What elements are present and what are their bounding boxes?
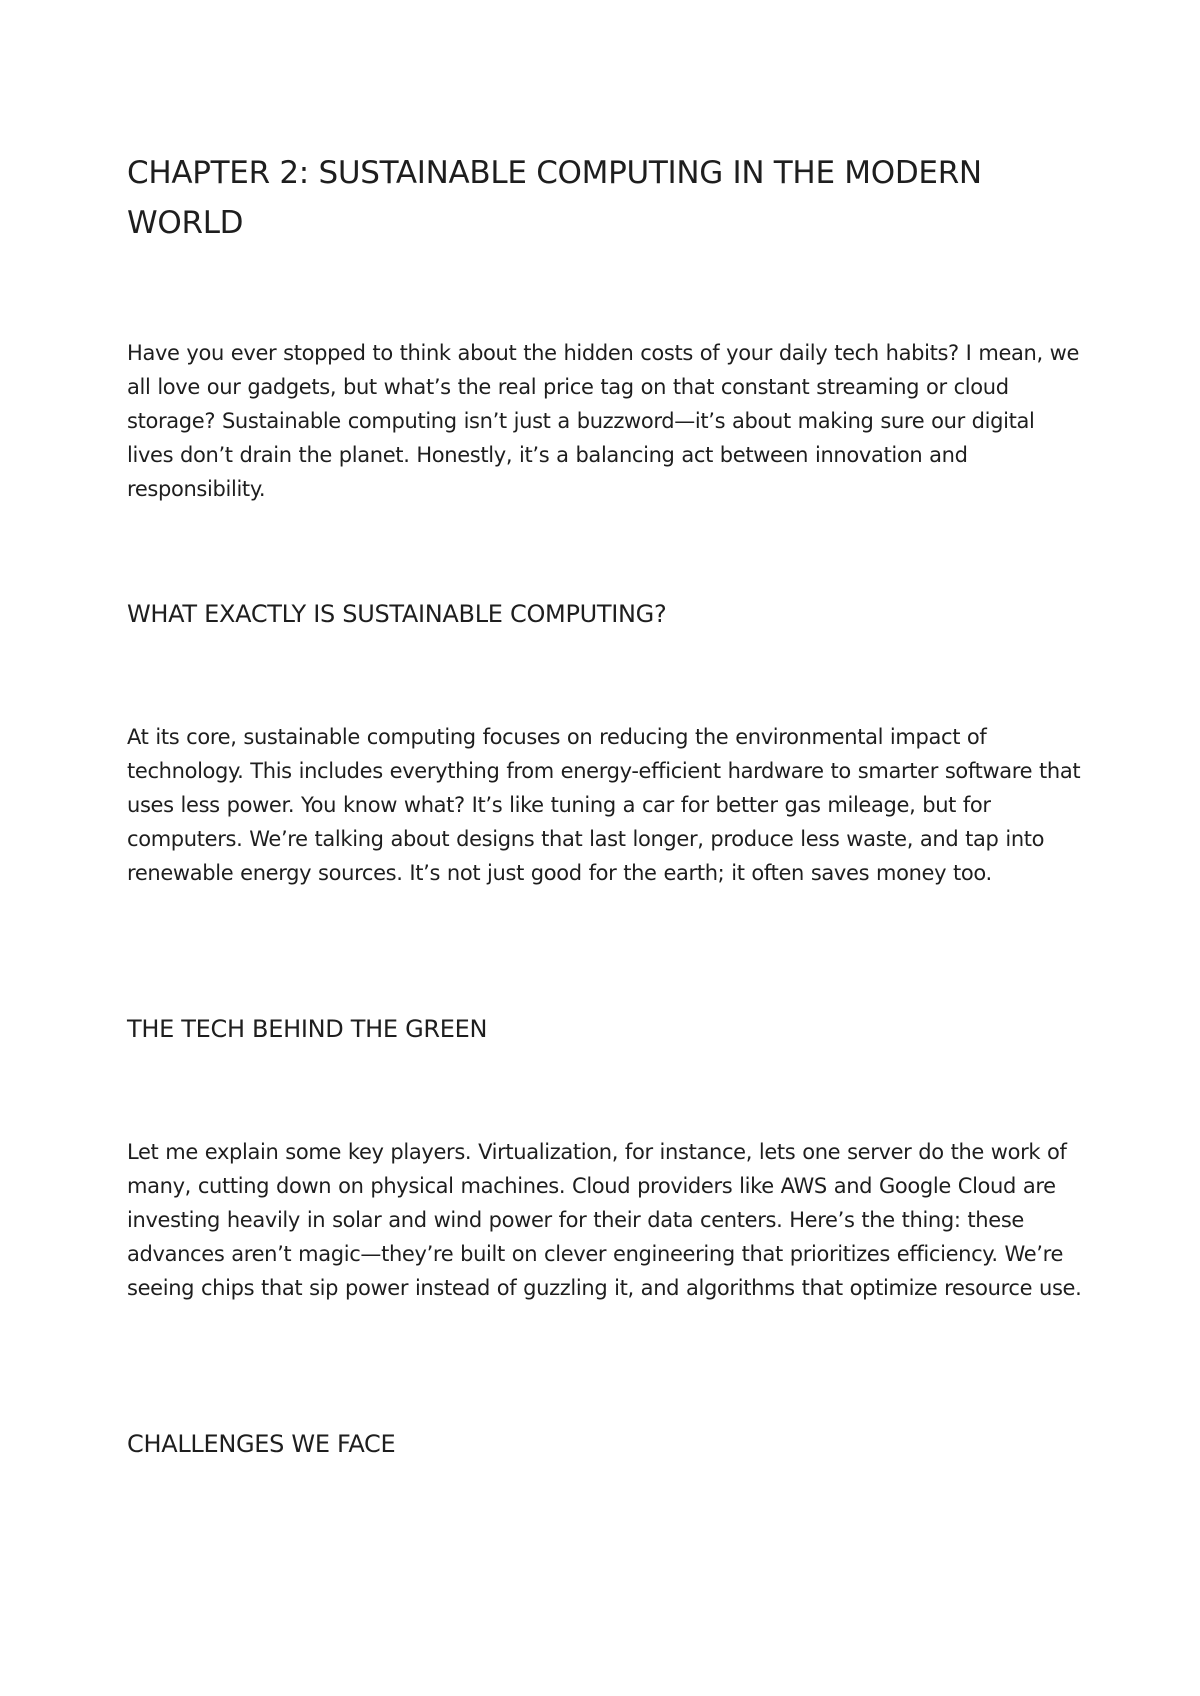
section-heading-challenges: CHALLENGES WE FACE: [127, 1430, 396, 1458]
chapter-title: CHAPTER 2: SUSTAINABLE COMPUTING IN THE MODERN WORLD: [127, 155, 982, 241]
intro-paragraph: Have you ever stopped to think about the hidden costs of your daily tech habits? I mean, we all love our gadgets, but what’s the real price tag on that constant streaming or cloud storage? Sustainable computing isn’t just a buzzword—it’s about making sure our digital lives don’t drain the planet. Honestly, it’s a balancing act between innovation and responsibility.: [127, 341, 1080, 501]
section-heading-what-is: WHAT EXACTLY IS SUSTAINABLE COMPUTING?: [127, 600, 667, 628]
section-heading-tech: THE TECH BEHIND THE GREEN: [127, 1015, 488, 1043]
section-paragraph-tech: Let me explain some key players. Virtualization, for instance, lets one server do the work of many, cutting down on physical machines. Cloud providers like AWS and Google Cloud are investing heavily in solar and wind power for their data centers. Here’s the thing: these advances aren’t magic—they’re built on clever engineering that prioritizes efficiency. We’re seeing chips that sip power instead of guzzling it, and algorithms that optimize resource use.: [127, 1140, 1082, 1300]
section-paragraph-what-is: At its core, sustainable computing focuses on reducing the environmental impact of technology. This includes everything from energy-efficient hardware to smarter software that uses less power. You know what? It’s like tuning a car for better gas mileage, but for computers. We’re talking about designs that last longer, produce less waste, and tap into renewable energy sources. It’s not just good for the earth; it often saves money too.: [127, 725, 1081, 885]
